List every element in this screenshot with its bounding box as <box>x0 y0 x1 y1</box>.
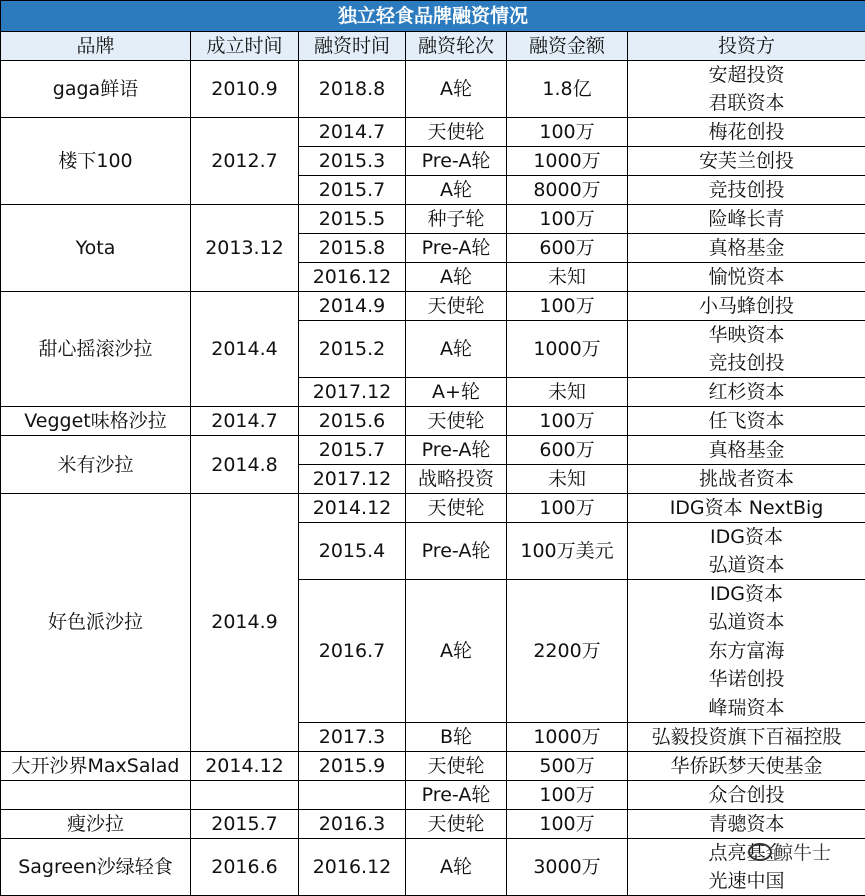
investor-cell: 小马蜂创投 <box>628 292 865 321</box>
investor-cell: 红杉资本 <box>628 378 865 407</box>
brand-name-cell: Yota <box>1 205 191 292</box>
date-cell <box>299 780 406 809</box>
round-cell: Pre-A轮 <box>406 147 507 176</box>
founded-cell: 2016.6 <box>191 838 299 895</box>
investor-cell: 弘道资本 <box>628 551 865 580</box>
amount-cell: 500万 <box>507 751 628 780</box>
investor-cell: 任飞资本 <box>628 407 865 436</box>
investor-cell: 梅花创投 <box>628 118 865 147</box>
investor-cell: 华诺创投 <box>628 665 865 694</box>
amount-cell: 3000万 <box>507 838 628 895</box>
amount-cell: 2200万 <box>507 580 628 723</box>
amount-cell: 100万 <box>507 407 628 436</box>
investor-cell: 挑战者资本 <box>628 465 865 494</box>
brand-name-cell <box>1 780 191 809</box>
amount-cell: 100万 <box>507 809 628 838</box>
brand-name-cell: 甜心摇滚沙拉 <box>1 292 191 407</box>
round-cell: Pre-A轮 <box>406 523 507 580</box>
brand-name-cell: 米有沙拉 <box>1 436 191 494</box>
table-row <box>1 838 865 867</box>
table-row <box>1 205 865 234</box>
amount-cell: 未知 <box>507 263 628 292</box>
round-cell: 战略投资 <box>406 465 507 494</box>
investor-cell: 真格基金 <box>628 436 865 465</box>
amount-cell: 100万 <box>507 292 628 321</box>
round-cell: 天使轮 <box>406 751 507 780</box>
table-row <box>1 436 865 465</box>
amount-cell: 100万 <box>507 205 628 234</box>
amount-cell: 未知 <box>507 378 628 407</box>
round-cell: A轮 <box>406 176 507 205</box>
round-cell: 天使轮 <box>406 118 507 147</box>
table-row <box>1 407 865 436</box>
table-title: 独立轻食品牌融资情况 <box>1 1 865 32</box>
header-investors: 投资方 <box>628 32 865 61</box>
date-cell: 2015.5 <box>299 205 406 234</box>
date-cell: 2015.4 <box>299 523 406 580</box>
brand-name-cell: Vegget味格沙拉 <box>1 407 191 436</box>
brand-name-cell: Sagreen沙绿轻食 <box>1 838 191 895</box>
investor-cell: 真格基金 <box>628 234 865 263</box>
investor-cell: 光速中国 <box>628 867 865 896</box>
table-row <box>1 809 865 838</box>
date-cell: 2018.8 <box>299 61 406 118</box>
header-amount: 融资金额 <box>507 32 628 61</box>
founded-cell: 2014.12 <box>191 751 299 780</box>
brand-name-cell: 好色派沙拉 <box>1 494 191 752</box>
amount-cell: 100万美元 <box>507 523 628 580</box>
amount-cell: 100万 <box>507 780 628 809</box>
header-founded: 成立时间 <box>191 32 299 61</box>
watermark-text: 鲸牛士 <box>774 842 831 864</box>
amount-cell: 1.8亿 <box>507 61 628 118</box>
round-cell: A轮 <box>406 321 507 378</box>
brand-name-cell: gaga鲜语 <box>1 61 191 118</box>
round-cell: 天使轮 <box>406 494 507 523</box>
founded-cell: 2014.7 <box>191 407 299 436</box>
investor-cell: 东方富海 <box>628 637 865 666</box>
date-cell: 2016.12 <box>299 263 406 292</box>
brand-name-cell: 楼下100 <box>1 118 191 205</box>
investor-cell: IDG资本 <box>628 523 865 552</box>
table-row <box>1 292 865 321</box>
round-cell: 天使轮 <box>406 809 507 838</box>
amount-cell: 8000万 <box>507 176 628 205</box>
founded-cell: 2013.12 <box>191 205 299 292</box>
table-row <box>1 780 865 809</box>
round-cell: A轮 <box>406 580 507 723</box>
header-round: 融资轮次 <box>406 32 507 61</box>
date-cell: 2016.3 <box>299 809 406 838</box>
round-cell: A+轮 <box>406 378 507 407</box>
investor-cell: 峰瑞资本 <box>628 694 865 723</box>
founded-cell: 2010.9 <box>191 61 299 118</box>
amount-cell: 1000万 <box>507 321 628 378</box>
founded-cell <box>191 780 299 809</box>
investor-cell: 青骢资本 <box>628 809 865 838</box>
founded-cell: 2014.9 <box>191 494 299 752</box>
table-row <box>1 494 865 523</box>
investor-cell: 安超投资 <box>628 61 865 90</box>
investor-cell: IDG资本 <box>628 580 865 609</box>
investor-cell: 竞技创投 <box>628 176 865 205</box>
amount-cell: 1000万 <box>507 147 628 176</box>
round-cell: Pre-A轮 <box>406 234 507 263</box>
header-brand: 品牌 <box>1 32 191 61</box>
amount-cell: 未知 <box>507 465 628 494</box>
brand-name-cell: 瘦沙拉 <box>1 809 191 838</box>
amount-cell: 100万 <box>507 494 628 523</box>
date-cell: 2017.12 <box>299 378 406 407</box>
table-body <box>1 61 865 896</box>
investor-cell: IDG资本 NextBig <box>628 494 865 523</box>
table-row <box>1 61 865 90</box>
date-cell: 2014.7 <box>299 118 406 147</box>
date-cell: 2015.7 <box>299 176 406 205</box>
investor-cell: 险峰长青 <box>628 205 865 234</box>
investor-cell: 愉悦资本 <box>628 263 865 292</box>
founded-cell: 2014.4 <box>191 292 299 407</box>
date-cell: 2017.3 <box>299 722 406 751</box>
date-cell: 2015.3 <box>299 147 406 176</box>
round-cell: 种子轮 <box>406 205 507 234</box>
amount-cell: 1000万 <box>507 722 628 751</box>
investor-cell: 弘毅投资旗下百福控股 <box>628 722 865 751</box>
date-cell: 2016.7 <box>299 580 406 723</box>
date-cell: 2015.2 <box>299 321 406 378</box>
round-cell: B轮 <box>406 722 507 751</box>
watermark <box>748 838 831 865</box>
amount-cell: 600万 <box>507 436 628 465</box>
date-cell: 2016.12 <box>299 838 406 895</box>
founded-cell: 2012.7 <box>191 118 299 205</box>
date-cell: 2015.8 <box>299 234 406 263</box>
table-row <box>1 118 865 147</box>
investor-cell: 众合创投 <box>628 780 865 809</box>
table-row <box>1 751 865 780</box>
investor-cell: 安芙兰创投 <box>628 147 865 176</box>
header-date: 融资时间 <box>299 32 406 61</box>
investor-cell: 弘道资本 <box>628 608 865 637</box>
round-cell: Pre-A轮 <box>406 780 507 809</box>
wechat-icon <box>748 843 772 861</box>
investor-cell: 竞技创投 <box>628 349 865 378</box>
date-cell: 2017.12 <box>299 465 406 494</box>
round-cell: 天使轮 <box>406 407 507 436</box>
round-cell: Pre-A轮 <box>406 436 507 465</box>
brand-name-cell: 大开沙界MaxSalad <box>1 751 191 780</box>
amount-cell: 600万 <box>507 234 628 263</box>
round-cell: A轮 <box>406 838 507 895</box>
date-cell: 2015.7 <box>299 436 406 465</box>
round-cell: A轮 <box>406 61 507 118</box>
round-cell: 天使轮 <box>406 292 507 321</box>
investor-cell: 君联资本 <box>628 89 865 118</box>
amount-cell: 100万 <box>507 118 628 147</box>
date-cell: 2014.9 <box>299 292 406 321</box>
date-cell: 2015.9 <box>299 751 406 780</box>
date-cell: 2015.6 <box>299 407 406 436</box>
founded-cell: 2014.8 <box>191 436 299 494</box>
date-cell: 2014.12 <box>299 494 406 523</box>
investor-cell: 华侨跃梦天使基金 <box>628 751 865 780</box>
founded-cell: 2015.7 <box>191 809 299 838</box>
round-cell: A轮 <box>406 263 507 292</box>
investor-cell: 点亮基金 <box>628 838 865 867</box>
investor-cell: 华映资本 <box>628 321 865 350</box>
